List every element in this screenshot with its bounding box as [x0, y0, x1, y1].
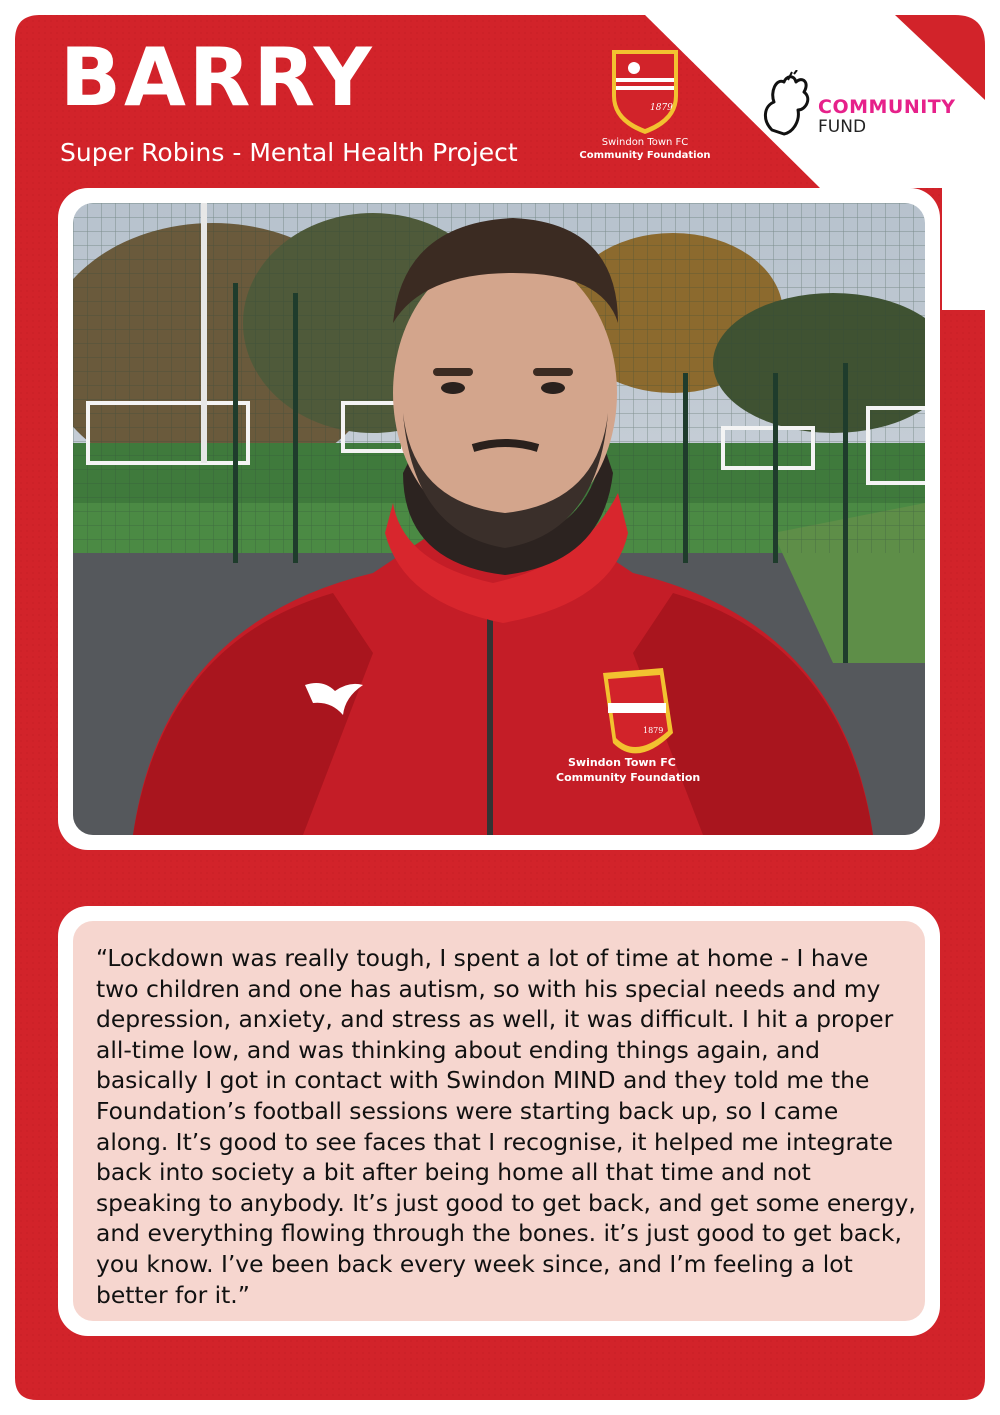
club-caption-line2: Community Foundation [579, 150, 711, 161]
portrait-photo [73, 203, 925, 835]
community-fund-logo [760, 66, 970, 146]
funder-name-line2: FUND [818, 117, 867, 137]
badge-year: 1879 [643, 726, 664, 735]
funder-name-line1: COMMUNITY [818, 96, 956, 118]
person-name: BARRY [60, 31, 375, 124]
project-subtitle: Super Robins - Mental Health Project [60, 138, 518, 167]
club-logo [570, 44, 720, 164]
jacket-caption-line2: Community Foundation [556, 771, 701, 784]
testimonial-box [73, 921, 925, 1321]
portrait-illustration [73, 203, 925, 835]
crossed-fingers-icon [760, 70, 816, 140]
testimonial-quote: “Lockdown was really tough, I spent a lot of time at home - I have two children and one has autism, so with his special needs and my depression, anxiety, and stress as well, it was difficult. I hit a proper all-time low, and was thinking about ending things again, and basically I got in contact with Swindon MIND and they told me the Foundation’s football sessions were starting back up, so I came along. It’s good to see faces that I recognise, it helped me integrate back into society a bit after being home all that time and not speaking to anybody. It’s just good to get back, and get some energy, and everything flowing through the bones. it’s just good to get back, you know. I’ve been back every week since, and I’m feeling a lot better for it.” [96, 944, 916, 1309]
jacket-caption-line1: Swindon Town FC [568, 756, 676, 769]
club-crest-icon [570, 44, 720, 136]
crest-year: 1879 [650, 103, 673, 113]
club-caption-line1: Swindon Town FC [601, 137, 689, 148]
